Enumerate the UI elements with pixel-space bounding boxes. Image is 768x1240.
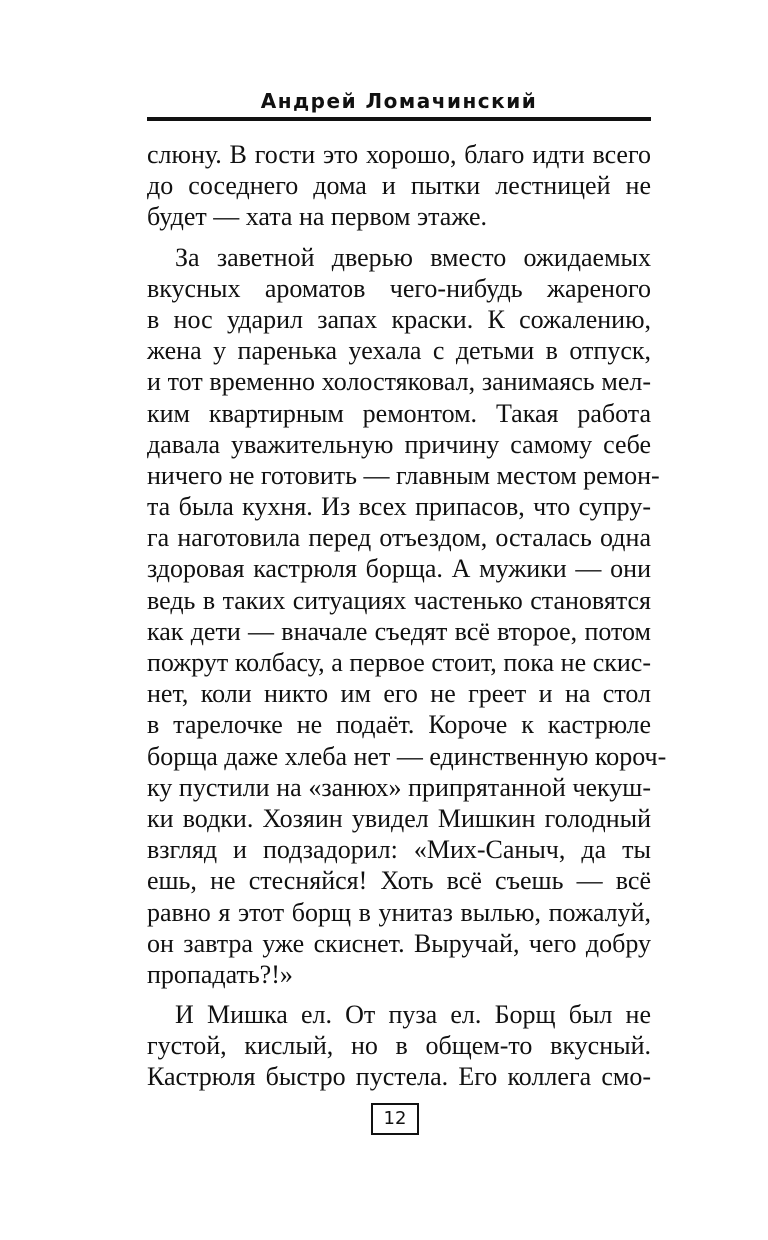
- header-rule: [147, 117, 651, 121]
- text-line: га наготовила перед отъездом, осталась одна: [147, 523, 651, 553]
- text-line: пропадать?!»: [147, 959, 293, 989]
- text-line: пожрут колбасу, а первое стоит, пока не скис-: [147, 648, 651, 677]
- paragraph-gap: [147, 233, 651, 242]
- running-head-author: Андрей Ломачинский: [260, 89, 538, 113]
- text-line: жена у паренька уехала с детьми в отпуск,: [147, 336, 651, 366]
- text-line: ведь в таких ситуациях частенько становятся: [147, 585, 651, 615]
- text-line: как дети — вначале съедят всё второе, потом: [147, 616, 651, 646]
- text-line: ничего не готовить — главным местом ремон-: [147, 460, 660, 490]
- text-line: борща даже хлеба нет — единственную короч-: [147, 741, 667, 771]
- text-line: и тот временно холостяковал, занимаясь мел-: [147, 367, 651, 397]
- text-line: в нос ударил запах краски. К сожалению,: [147, 304, 651, 334]
- page-number: 12: [371, 1103, 419, 1135]
- text-line: ку пустили на «занюх» припрятанной чекуш-: [147, 772, 651, 802]
- text-line: здоровая кастрюля борща. А мужики — они: [147, 554, 651, 584]
- text-line: взгляд и подзадорил: «Мих-Саныч, да ты: [147, 835, 651, 865]
- text-line: И Мишка ел. От пуза ел. Борщ был не: [175, 1000, 651, 1030]
- text-line: слюну. В гости это хорошо, благо идти всего: [147, 140, 651, 169]
- paragraph-gap: [147, 990, 651, 999]
- text-line: ешь, не стесняйся! Хоть всё съешь — всё: [147, 866, 651, 896]
- text-line: вкусных ароматов чего-нибудь жареного: [147, 273, 651, 303]
- body-text: [147, 139, 667, 1093]
- text-line: нет, коли никто им его не греет и на стол: [147, 679, 651, 709]
- text-line: ким квартирным ремонтом. Такая работа: [147, 398, 651, 428]
- text-line: За заветной дверью вместо ожидаемых: [175, 242, 651, 272]
- text-line: та была кухня. Из всех припасов, что супру-: [147, 492, 651, 522]
- text-line: будет — хата на первом этаже.: [147, 202, 487, 232]
- text-line: до соседнего дома и пытки лестницей не: [147, 171, 651, 201]
- text-line: он завтра уже скиснет. Выручай, чего добру: [147, 928, 651, 958]
- text-line: равно я этот борщ в унитаз вылью, пожалуй,: [147, 897, 651, 927]
- text-line: в тарелочке не подаёт. Короче к кастрюле: [147, 710, 651, 740]
- text-line: Кастрюля быстро пустела. Его коллега смо-: [147, 1062, 651, 1092]
- text-line: ки водки. Хозяин увидел Мишкин голодный: [147, 803, 651, 833]
- text-line: давала уважительную причину самому себе: [147, 429, 651, 459]
- text-line: густой, кислый, но в общем-то вкусный.: [147, 1031, 651, 1061]
